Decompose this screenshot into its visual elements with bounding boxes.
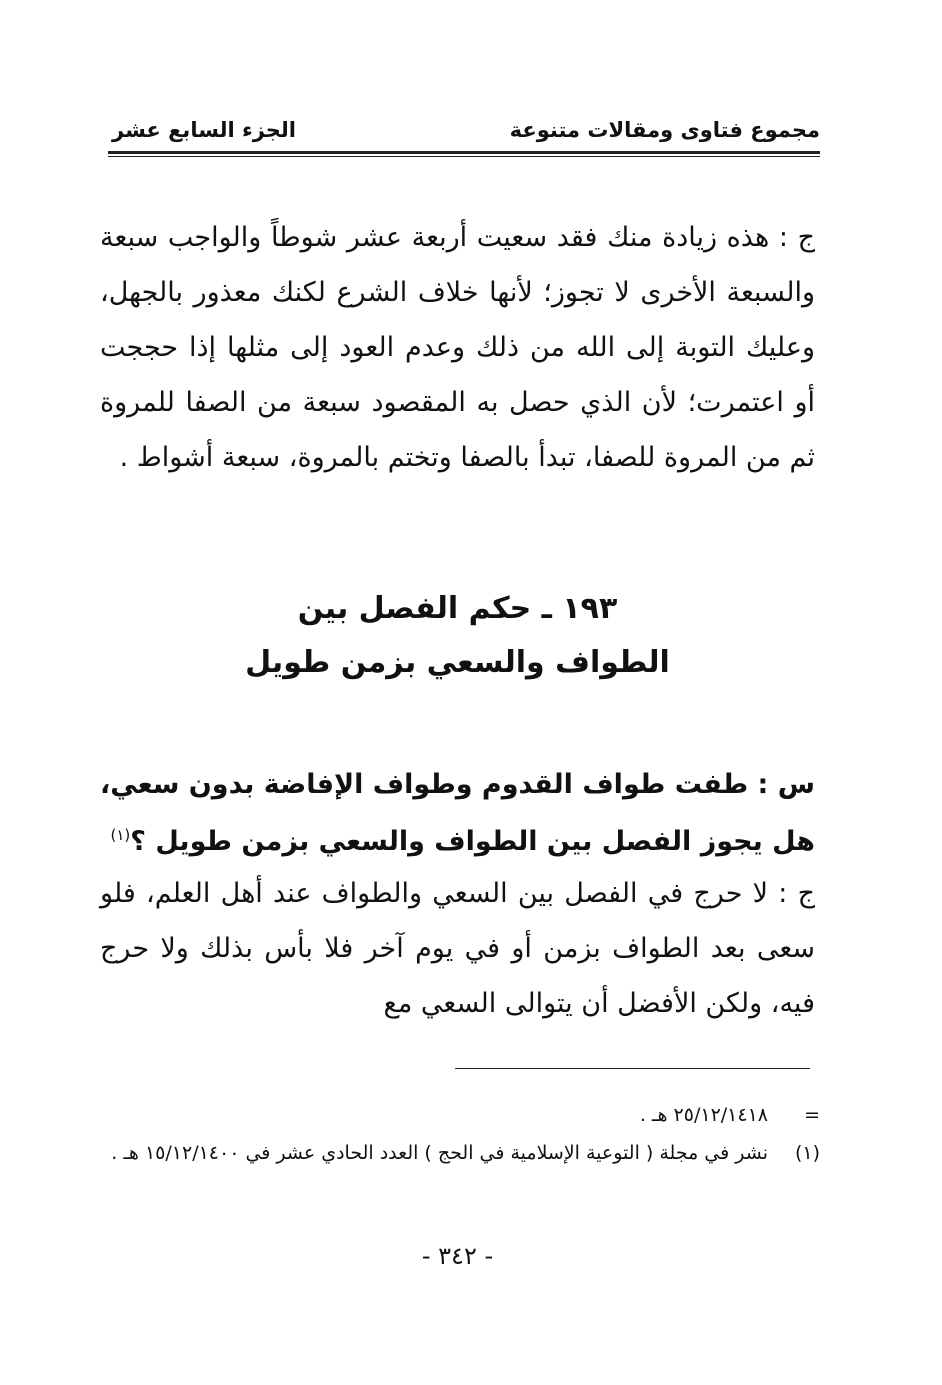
footnote-marker: (١): [794, 1142, 820, 1164]
question-paragraph: [100, 760, 815, 867]
book-title: مجموع فتاوى ومقالات متنوعة: [509, 118, 820, 142]
volume-label: الجزء السابع عشر: [112, 118, 296, 142]
question-line-1: س : طفت طواف القدوم وطواف الإفاضة بدون سعي،: [100, 769, 815, 800]
answer-paragraph-1: ج : هذه زيادة منك فقد سعيت أربعة عشر شوطاً والواجب سبعة والسبعة الأخرى لا تجوز؛ لأنها خلاف الشرع لكنك معذور بالجهل، وعليك التوبة إلى الله من ذلك وعدم العود إلى مثلها إذا حججت أو اعتمرت؛ لأن الذي حصل به المقصود سبعة من الصفا للمروة ثم من المروة للصفا، تبدأ بالصفا وتختم بالمروة، سبعة أشواط .: [100, 222, 815, 473]
header-rule-thin: [108, 156, 820, 157]
footnote-reference[interactable]: (١): [110, 826, 131, 844]
footnote-continuation: [100, 1096, 820, 1134]
footnote-separator: [455, 1068, 810, 1069]
question-line-2-text: هل يجوز الفصل بين الطواف والسعي بزمن طويل ؟: [130, 826, 815, 857]
footnote-text: ٢٥/١٢/١٤١٨ هـ .: [639, 1104, 768, 1126]
answer-paragraph-2: ج : لا حرج في الفصل بين السعي والطواف عند أهل العلم، فلو سعى بعد الطواف بزمن أو في يوم آخر فلا بأس بذلك ولا حرج فيه، ولكن الأفضل أن يتوالى السعي مع: [100, 878, 815, 1019]
page-number: - ٣٤٢ -: [421, 1242, 494, 1270]
footnote-1: [100, 1134, 820, 1172]
footnotes: [100, 1096, 820, 1172]
header-rule: [108, 151, 820, 154]
footnote-text: نشر في مجلة ( التوعية الإسلامية في الحج ) العدد الحادي عشر في ١٥/١٢/١٤٠٠ هـ .: [111, 1142, 768, 1164]
section-heading-line-2: الطواف والسعي بزمن طويل: [245, 645, 670, 680]
running-header: [108, 112, 820, 148]
question-line-2: [100, 810, 815, 867]
section-heading-line-1: ١٩٣ ـ حكم الفصل بين: [297, 591, 618, 626]
footnote-marker: =: [804, 1104, 820, 1126]
